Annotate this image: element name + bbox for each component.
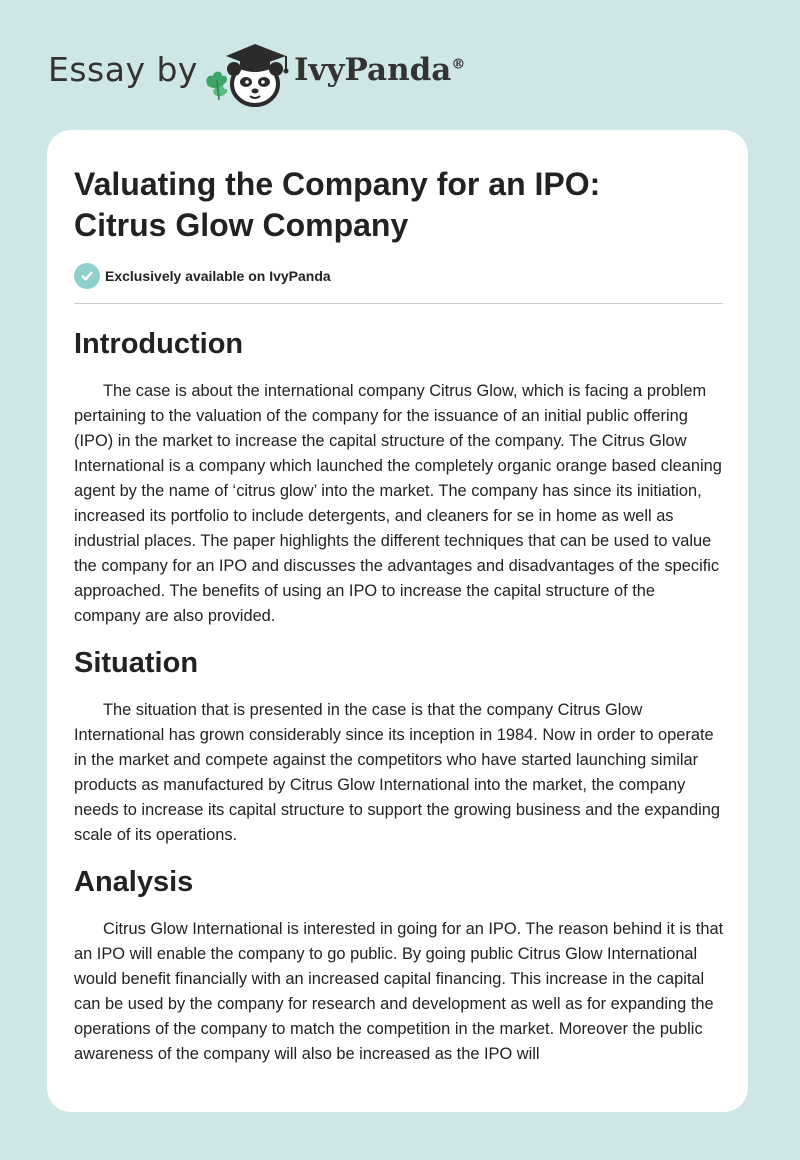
section-body: Citrus Glow International is interested in going for an IPO. The reason behind it is that an IPO will enable the company to go public. By going public Citrus Glow International would benefit financially with an increased capital financing. This increase in the capital can be used by the company for research and development as well as for expanding the operations of the company to match the competition in the market. Moreover the public awareness of the company will also be increased as the IPO will xyxy=(74,920,724,1063)
section-introduction xyxy=(74,326,724,629)
section-body: The situation that is presented in the case is that the company Citrus Glow International has grown considerably since its inception in 1984. Now in order to operate in the market and compete against the competitors who have started launching similar products as manufactured by Citrus Glow International into the market, the company needs to increase its capital structure to support the growing business and the expanding scale of its operations. xyxy=(74,701,721,844)
section-heading: Introduction xyxy=(74,328,244,360)
divider xyxy=(74,303,723,304)
section-analysis xyxy=(74,864,724,1067)
badge-text: Exclusively available on IvyPanda xyxy=(105,268,331,284)
site-header xyxy=(0,0,800,130)
essay-content xyxy=(74,326,724,1067)
registered-mark: ® xyxy=(451,56,466,73)
check-circle-icon xyxy=(74,263,100,289)
section-body: The case is about the international company Citrus Glow, which is facing a problem pertaining to the valuation of the company for the issuance of an initial public offering (IPO) in the market to increase the capital structure of the company. The Citrus Glow International is a company which launched the completely organic orange based cleaning agent by the name of ‘citrus glow’ into the market. The company has since its initiation, increased its portfolio to include detergents, and cleaners for se in home as well as industrial places. The paper highlights the different techniques that can be used to value the company for an IPO and discusses the advantages and disadvantages of the specific approached. The benefits of using an IPO to increase the capital structure of the company are also provided. xyxy=(74,382,722,625)
panda-graduate-logo-icon[interactable] xyxy=(200,36,292,108)
title-line-2: Citrus Glow Company xyxy=(74,207,409,243)
brand-prefix: Essay by xyxy=(48,50,198,89)
section-heading: Analysis xyxy=(74,866,194,898)
essay-card xyxy=(47,130,748,1112)
brand-name-text: IvyPanda xyxy=(294,52,452,88)
title-line-1: Valuating the Company for an IPO: xyxy=(74,166,601,202)
essay-title xyxy=(74,164,714,246)
brand-name[interactable] xyxy=(294,52,465,88)
section-heading: Situation xyxy=(74,647,199,679)
exclusive-badge xyxy=(74,263,331,289)
section-situation xyxy=(74,645,724,848)
